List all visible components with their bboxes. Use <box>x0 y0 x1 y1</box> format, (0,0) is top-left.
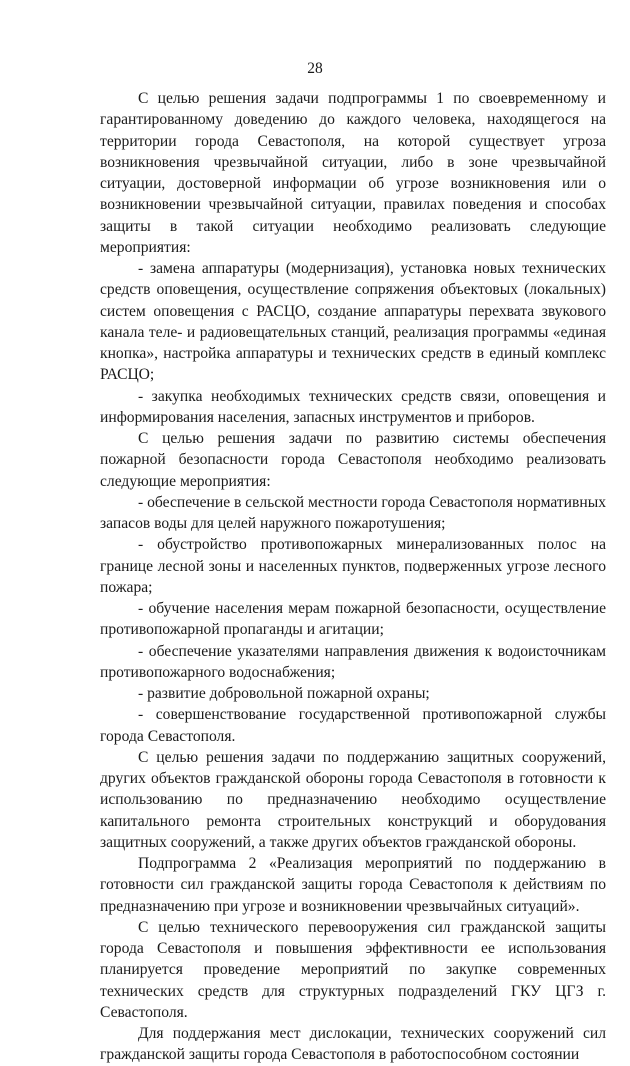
list-item-volunteer-fire-guard: - развитие добровольной пожарной охраны; <box>138 685 430 702</box>
list-item-firebreaks: - обустройство противопожарных минерализованных полос на границе лесной зоны и населенных пунктов, подверженных угрозе лесного пожара; <box>100 536 606 596</box>
list-item-equipment-replacement: - замена аппаратуры (модернизация), установка новых технических средств оповещения, осуществление сопряжения объектовых (локальных) систем оповещения с РАСЦО, создание аппаратуры перехвата звукового канала теле- и радиовещательных станций, реализация программы «единая кнопка», настройка аппаратуры и технических средств в единый комплекс РАСЦО; <box>100 260 606 384</box>
list-item-communication-purchase: - закупка необходимых технических средств связи, оповещения и информирования населения, запасных инструментов и приборов. <box>100 387 606 426</box>
page-number: 28 <box>307 60 323 77</box>
list-item-water-signs: - обеспечение указателями направления движения к водоисточникам противопожарного водоснабжения; <box>100 642 606 681</box>
paragraph-task-1-intro: С целью решения задачи подпрограммы 1 по своевременному и гарантированному доведению до каждого человека, находящегося на территории города Севастополя, на которой существует угроза возникновения чрезвычайной ситуации, либо в зоне чрезвычайной ситуации, достоверной информации об угрозе возникновения или о возникновении чрезвычайной ситуации, правилах поведения и способах защиты в такой ситуации необходимо реализовать следующие мероприятия: <box>100 90 606 256</box>
list-item-water-supply: - обеспечение в сельской местности города Севастополя нормативных запасов воды для целей наружного пожаротушения; <box>100 493 606 532</box>
list-item-fire-service-improvement: - совершенствование государственной противопожарной службы города Севастополя. <box>100 706 606 745</box>
paragraph-subprogram-2-title: Подпрограмма 2 «Реализация мероприятий по поддержанию в готовности сил гражданской защиты города Севастополя к действиям по предназначению при угрозе и возникновении чрезвычайных ситуаций». <box>100 855 606 915</box>
paragraph-technical-reequipment: С целью технического перевооружения сил гражданской защиты города Севастополя и повышения эффективности ее использования планируется проведение мероприятий по закупке современных технических средств для структурных подразделений ГКУ ЦГЗ г. Севастополя. <box>100 918 606 1021</box>
paragraph-fire-safety-intro: С целью решения задачи по развитию системы обеспечения пожарной безопасности города Севастополя необходимо реализовать следующие мероприятия: <box>100 430 606 490</box>
paragraph-protective-structures: С целью решения задачи по поддержанию защитных сооружений, других объектов гражданской обороны города Севастополя в готовности к использованию по предназначению необходимо осуществление капитального ремонта строительных конструкций и оборудования защитных сооружений, а также других объектов гражданской обороны. <box>100 748 606 851</box>
list-item-fire-training: - обучение населения мерам пожарной безопасности, осуществление противопожарной пропаганды и агитации; <box>100 600 606 639</box>
paragraph-maintenance: Для поддержания мест дислокации, технических сооружений сил гражданской защиты города Севастополя в работоспособном состоянии <box>100 1025 606 1064</box>
document-body <box>100 88 606 1066</box>
